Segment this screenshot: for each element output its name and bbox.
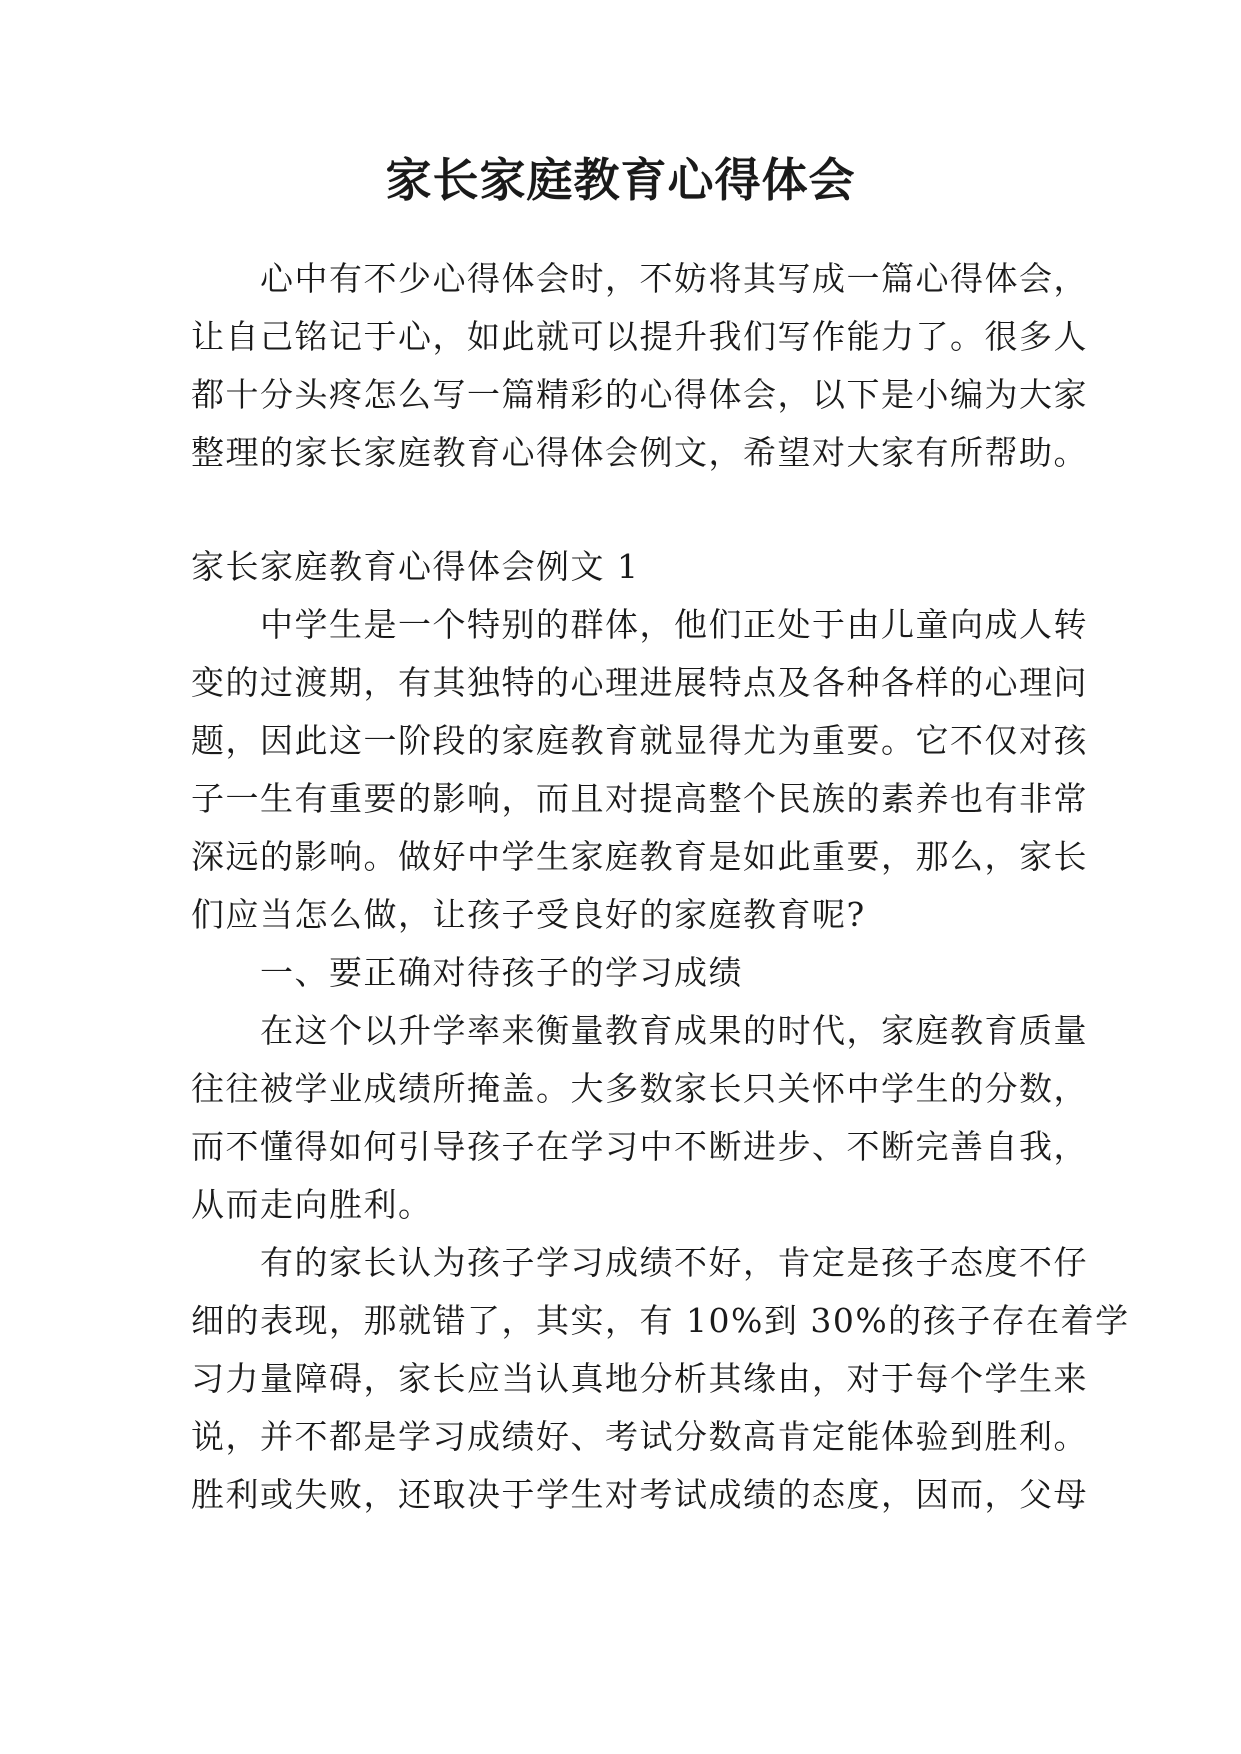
document-body bbox=[191, 250, 1130, 1524]
body-line: 胜利或失败，还取决于学生对考试成绩的态度，因而，父母 bbox=[191, 1475, 1088, 1514]
body-line: 在这个以升学率来衡量教育成果的时代，家庭教育质量 bbox=[191, 1011, 1088, 1050]
body-line: 子一生有重要的影响，而且对提高整个民族的素养也有非常 bbox=[191, 779, 1088, 818]
section-heading: 家长家庭教育心得体会例文 1 bbox=[191, 547, 640, 586]
body-line: 有的家长认为孩子学习成绩不好，肯定是孩子态度不仔 bbox=[191, 1243, 1088, 1282]
body-line: 往往被学业成绩所掩盖。大多数家长只关怀中学生的分数， bbox=[191, 1069, 1088, 1108]
body-line: 习力量障碍，家长应当认真地分析其缘由，对于每个学生来 bbox=[191, 1359, 1088, 1398]
intro-line: 整理的家长家庭教育心得体会例文，希望对大家有所帮助。 bbox=[191, 433, 1088, 472]
body-line: 中学生是一个特别的群体，他们正处于由儿童向成人转 bbox=[191, 605, 1088, 644]
body-line: 细的表现，那就错了，其实，有 10%到 30%的孩子存在着学 bbox=[191, 1301, 1130, 1340]
body-line: 从而走向胜利。 bbox=[191, 1185, 433, 1224]
body-line: 说，并不都是学习成绩好、考试分数高肯定能体验到胜利。 bbox=[191, 1417, 1088, 1456]
body-line: 们应当怎么做，让孩子受良好的家庭教育呢? bbox=[191, 895, 866, 934]
body-line: 深远的影响。做好中学生家庭教育是如此重要，那么，家长 bbox=[191, 837, 1088, 876]
intro-line: 心中有不少心得体会时，不妨将其写成一篇心得体会， bbox=[191, 259, 1088, 298]
intro-line: 让自己铭记于心，如此就可以提升我们写作能力了。很多人 bbox=[191, 317, 1088, 356]
document-title: 家长家庭教育心得体会 bbox=[385, 153, 856, 207]
paragraph-gap bbox=[191, 482, 1091, 538]
body-line: 题，因此这一阶段的家庭教育就显得尤为重要。它不仅对孩 bbox=[191, 721, 1088, 760]
intro-line: 都十分头疼怎么写一篇精彩的心得体会，以下是小编为大家 bbox=[191, 375, 1088, 414]
subheading-line: 一、要正确对待孩子的学习成绩 bbox=[191, 953, 743, 992]
body-line: 而不懂得如何引导孩子在学习中不断进步、不断完善自我， bbox=[191, 1127, 1088, 1166]
body-line: 变的过渡期，有其独特的心理进展特点及各种各样的心理问 bbox=[191, 663, 1088, 702]
